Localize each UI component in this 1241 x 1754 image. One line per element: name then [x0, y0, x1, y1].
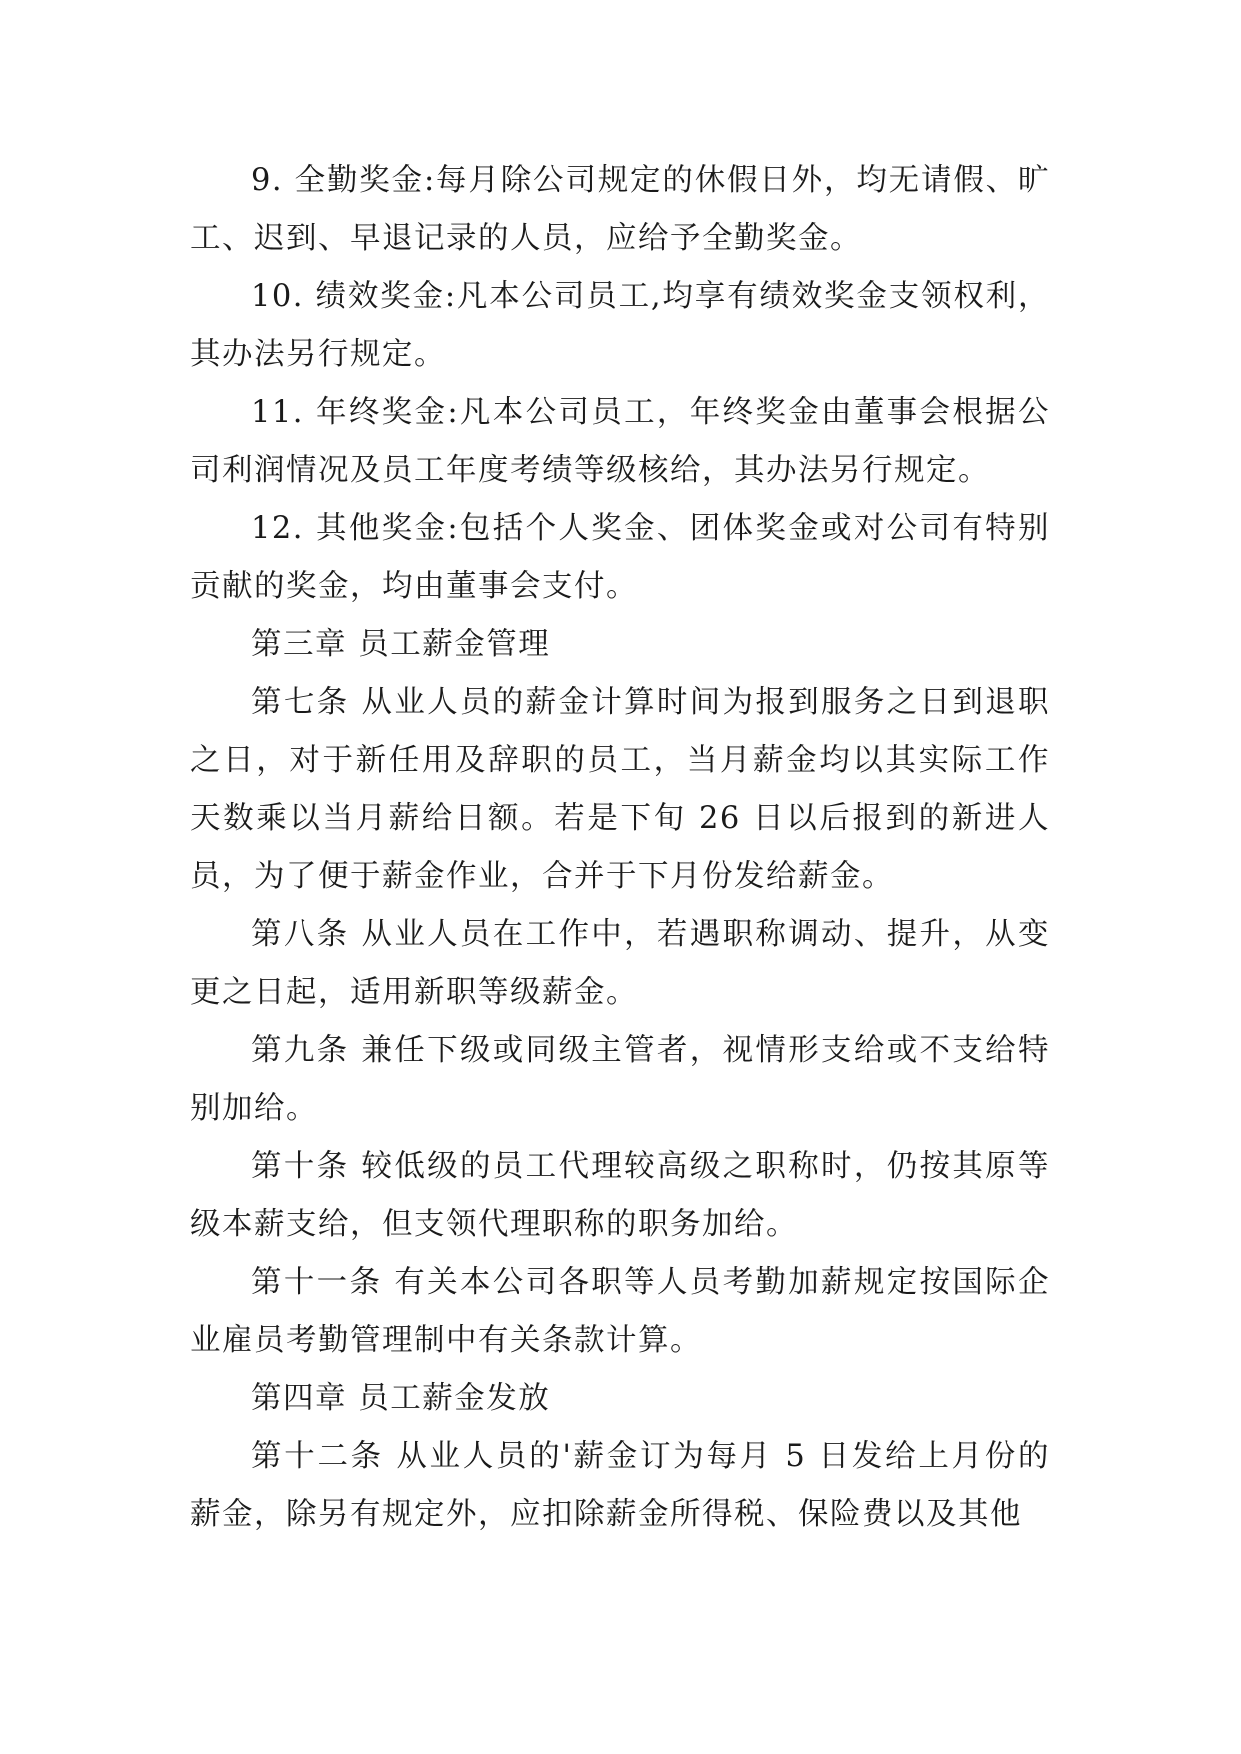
article-11-paragraph: 第十一条 有关本公司各职等人员考勤加薪规定按国际企业雇员考勤管理制中有关条款计算。: [190, 1265, 1050, 1358]
article-10-paragraph: 第十条 较低级的员工代理较高级之职称时，仍按其原等级本薪支给，但支领代理职称的职务加给。: [190, 1149, 1050, 1242]
paragraph-other-bonus: 12. 其他奖金:包括个人奖金、团体奖金或对公司有特别贡献的奖金，均由董事会支付。: [190, 511, 1050, 604]
document-body: [190, 152, 1050, 1544]
paragraph-attendance-bonus: 9. 全勤奖金:每月除公司规定的休假日外，均无请假、旷工、迟到、早退记录的人员，应给予全勤奖金。: [190, 163, 1050, 256]
article-12-paragraph: 第十二条 从业人员的'薪金订为每月 5 日发给上月份的薪金，除另有规定外，应扣除薪金所得税、保险费以及其他: [190, 1439, 1050, 1532]
chapter-heading-salary-management: 第三章 员工薪金管理: [251, 627, 551, 662]
article-9-paragraph: 第九条 兼任下级或同级主管者，视情形支给或不支给特别加给。: [190, 1033, 1050, 1126]
paragraph-performance-bonus: 10. 绩效奖金:凡本公司员工,均享有绩效奖金支领权利，其办法另行规定。: [190, 279, 1050, 372]
chapter-heading-salary-payment: 第四章 员工薪金发放: [251, 1381, 551, 1416]
article-7-paragraph: 第七条 从业人员的薪金计算时间为报到服务之日到退职之日，对于新任用及辞职的员工，当月薪金均以其实际工作天数乘以当月薪给日额。若是下旬 26 日以后报到的新进人员，为了便于薪金作业，合并于下月份发给薪金。: [190, 685, 1050, 894]
paragraph-year-end-bonus: 11. 年终奖金:凡本公司员工，年终奖金由董事会根据公司利润情况及员工年度考绩等级核给，其办法另行规定。: [190, 395, 1050, 488]
article-8-paragraph: 第八条 从业人员在工作中，若遇职称调动、提升，从变更之日起，适用新职等级薪金。: [190, 917, 1050, 1010]
